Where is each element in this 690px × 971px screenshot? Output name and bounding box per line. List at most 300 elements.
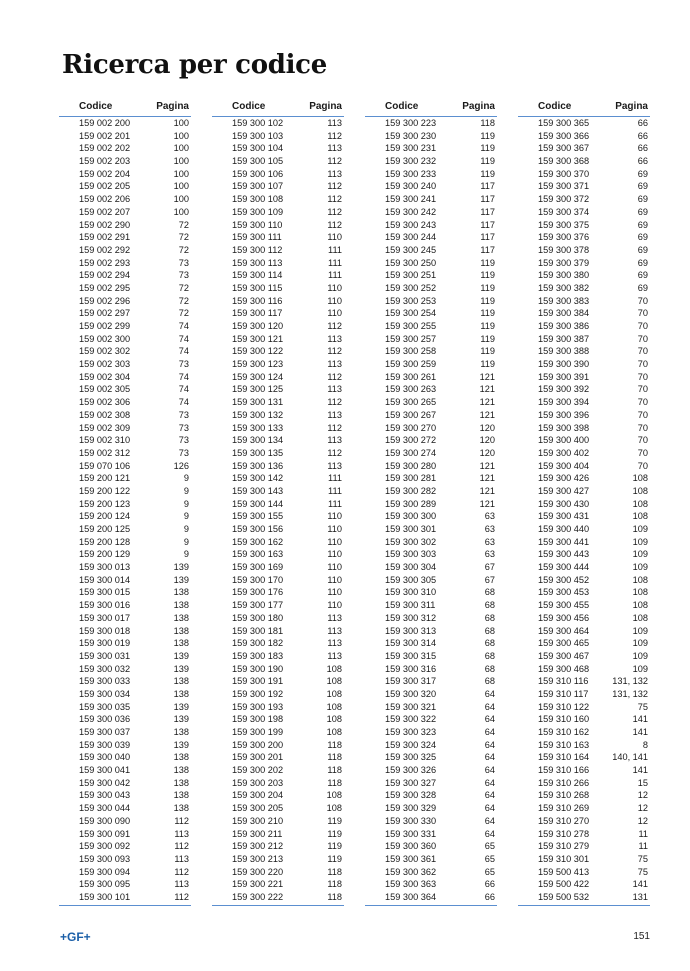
header-page: Pagina [309,101,342,112]
code-cell: 159 300 104 [232,143,284,154]
page-cell: 139 [173,663,189,674]
code-cell: 159 300 304 [385,562,437,573]
table-row [365,180,497,193]
table-row [518,663,650,676]
code-cell: 159 300 203 [232,777,284,788]
page-cell: 110 [327,308,342,319]
code-cell: 159 300 034 [79,688,131,699]
page-cell: 113 [327,118,342,128]
table-row [365,802,497,815]
code-cell: 159 002 300 [79,333,131,344]
table-row [518,307,650,320]
page-cell: 112 [174,815,189,826]
code-cell: 159 300 375 [538,219,590,230]
page-cell: 75 [637,701,648,712]
page-cell: 67 [484,574,495,585]
table-row [59,155,191,168]
page-cell: 119 [480,359,495,370]
table-row [365,422,497,435]
code-cell: 159 300 125 [232,384,284,395]
table-row [518,713,650,726]
page-cell: 110 [327,282,342,293]
table-row [212,536,344,549]
page-cell: 138 [173,777,189,788]
table-row [365,789,497,802]
page-cell: 69 [637,168,648,179]
table-row [365,713,497,726]
table-row [59,713,191,726]
table-row [59,206,191,219]
code-cell: 159 300 181 [232,625,284,636]
page-cell: 138 [173,638,189,649]
table-row [212,269,344,282]
page-cell: 70 [637,460,648,471]
code-cell: 159 300 211 [232,828,283,839]
table-row [365,231,497,244]
table-row [365,282,497,295]
table-row [212,637,344,650]
page-cell: 112 [174,866,189,877]
page-cell: 66 [637,156,648,167]
code-cell: 159 300 267 [385,409,437,420]
page-cell: 68 [484,650,495,661]
code-cell: 159 310 116 [538,676,589,687]
table-row [518,434,650,447]
page-cell: 68 [484,625,495,636]
table-row [365,345,497,358]
page-cell: 11 [638,828,648,839]
page-cell: 66 [637,143,648,154]
code-cell: 159 002 200 [79,118,131,128]
table-row [365,472,497,485]
code-cell: 159 300 310 [385,587,437,598]
table-row [212,219,344,232]
code-cell: 159 300 131 [232,397,284,408]
page-cell: 109 [632,638,648,649]
table-row [59,472,191,485]
page-cell: 112 [174,841,189,852]
table-row [518,612,650,625]
index-column-2 [212,96,344,906]
page-cell: 73 [178,447,189,458]
code-cell: 159 300 191 [232,676,284,687]
code-cell: 159 300 272 [385,435,437,446]
page-cell: 64 [484,790,495,801]
page-cell: 118 [327,777,342,788]
table-row [212,295,344,308]
page-cell: 126 [173,460,189,471]
page-cell: 64 [484,752,495,763]
column-body [365,117,497,906]
table-row [59,383,191,396]
code-cell: 159 300 223 [385,118,437,128]
code-cell: 159 300 400 [538,435,590,446]
table-row [59,561,191,574]
page-cell: 64 [484,714,495,725]
page-cell: 117 [480,181,495,192]
code-cell: 159 300 231 [385,143,437,154]
code-cell: 159 300 044 [79,803,131,814]
table-row [365,866,497,879]
page-cell: 118 [480,118,495,128]
table-row [59,536,191,549]
table-row [212,625,344,638]
code-cell: 159 300 016 [79,600,131,611]
page-cell: 74 [178,397,189,408]
table-row [518,244,650,257]
code-cell: 159 300 303 [385,549,437,560]
code-cell: 159 002 207 [79,206,131,217]
page-cell: 112 [327,371,342,382]
page-cell: 111 [328,244,342,255]
table-row [59,726,191,739]
page-cell: 139 [173,701,189,712]
page-cell: 108 [326,727,342,737]
page-cell: 138 [173,688,189,699]
page-cell: 108 [632,612,648,623]
code-cell: 159 300 202 [232,765,284,776]
code-cell: 159 300 362 [385,866,437,877]
code-cell: 159 300 192 [232,688,284,699]
table-row [518,333,650,346]
table-row [518,383,650,396]
page-cell: 138 [173,587,189,598]
table-row [212,193,344,206]
page-cell: 70 [637,409,648,420]
code-cell: 159 310 162 [538,727,590,737]
code-cell: 159 300 324 [385,739,437,750]
table-row [59,789,191,802]
code-cell: 159 300 402 [538,447,590,458]
page-cell: 120 [479,422,495,433]
page-cell: 121 [479,384,495,395]
code-cell: 159 300 193 [232,701,284,712]
code-cell: 159 002 290 [79,219,131,230]
table-row [518,828,650,841]
table-row [59,244,191,257]
code-cell: 159 300 259 [385,359,437,370]
table-row [518,574,650,587]
table-row [212,688,344,701]
table-row [212,180,344,193]
page-cell: 108 [326,676,342,687]
code-cell: 159 310 266 [538,777,590,788]
code-cell: 159 300 103 [232,130,284,141]
code-cell: 159 300 142 [232,473,284,484]
code-cell: 159 300 320 [385,688,437,699]
code-cell: 159 310 166 [538,765,590,776]
page-cell: 110 [327,536,342,547]
page-cell: 120 [479,435,495,446]
code-cell: 159 300 360 [385,841,437,852]
table-row [518,295,650,308]
code-cell: 159 300 467 [538,650,590,661]
page-cell: 74 [178,333,189,344]
page-cell: 9 [183,524,189,534]
code-cell: 159 002 310 [79,435,131,446]
code-cell: 159 300 379 [538,257,590,268]
code-cell: 159 300 372 [538,194,590,205]
code-cell: 159 300 392 [538,384,590,395]
table-row [212,371,344,384]
page-cell: 113 [327,409,342,420]
page-cell: 70 [637,384,648,395]
page-cell: 69 [637,219,648,230]
table-row [518,358,650,371]
page-cell: 119 [327,815,342,826]
table-row [212,802,344,815]
table-row [518,257,650,270]
table-row [59,866,191,879]
code-cell: 159 300 328 [385,790,437,801]
page-cell: 111 [328,270,342,281]
page-cell: 69 [637,282,648,293]
table-row [212,599,344,612]
column-body [59,117,191,906]
table-row [365,295,497,308]
code-cell: 159 300 017 [79,612,131,623]
code-cell: 159 300 109 [232,206,284,217]
table-row [59,333,191,346]
page-cell: 139 [173,650,189,661]
code-cell: 159 300 443 [538,549,590,560]
table-row [365,510,497,523]
page-cell: 69 [637,194,648,205]
page-cell: 113 [327,384,342,395]
table-row [59,663,191,676]
page-cell: 121 [479,473,495,484]
table-row [212,320,344,333]
index-column-3 [365,96,497,906]
table-row [365,637,497,650]
table-row [518,777,650,790]
code-cell: 159 300 274 [385,447,437,458]
table-row [59,548,191,561]
code-cell: 159 002 305 [79,384,131,395]
table-row [59,422,191,435]
table-row [365,840,497,853]
code-cell: 159 300 316 [385,663,437,674]
page-cell: 70 [637,346,648,357]
table-row [212,307,344,320]
code-cell: 159 300 108 [232,194,284,205]
table-row [59,320,191,333]
page-cell: 64 [484,765,495,776]
table-row [59,574,191,587]
page-cell: 109 [632,536,648,547]
page-cell: 139 [173,739,189,750]
page-cell: 118 [327,879,342,890]
table-row [518,751,650,764]
table-row [518,701,650,714]
page-cell: 138 [173,600,189,611]
page-cell: 118 [327,866,342,877]
page-cell: 119 [480,143,495,154]
page-cell: 108 [326,803,342,814]
code-cell: 159 200 124 [79,511,131,522]
code-cell: 159 300 090 [79,815,131,826]
code-cell: 159 300 452 [538,574,590,585]
table-row [518,460,650,473]
table-row [212,409,344,422]
code-cell: 159 300 254 [385,308,437,319]
table-row [212,840,344,853]
code-cell: 159 002 306 [79,397,131,408]
table-row [59,282,191,295]
page-cell: 74 [178,384,189,395]
page-cell: 72 [178,232,189,243]
code-cell: 159 300 183 [232,650,284,661]
table-row [518,878,650,891]
table-row [518,637,650,650]
code-cell: 159 300 398 [538,422,590,433]
code-cell: 159 300 367 [538,143,590,154]
table-row [59,307,191,320]
code-cell: 159 300 394 [538,397,590,408]
page-cell: 108 [326,701,342,712]
page-cell: 70 [637,397,648,408]
table-row [212,650,344,663]
table-row [365,485,497,498]
table-row [212,764,344,777]
table-row [365,396,497,409]
page-cell: 112 [327,130,342,141]
page-cell: 69 [637,232,648,243]
page-cell: 108 [632,485,648,496]
page-cell: 113 [174,879,189,890]
page-cell: 109 [632,650,648,661]
page-cell: 64 [484,701,495,712]
table-row [212,853,344,866]
table-row [59,777,191,790]
table-row [518,396,650,409]
column-header [59,96,191,117]
code-cell: 159 300 036 [79,714,131,725]
page-cell: 141 [632,727,648,737]
table-row [365,383,497,396]
code-cell: 159 300 245 [385,244,437,255]
code-cell: 159 300 431 [538,511,590,522]
code-cell: 159 300 257 [385,333,437,344]
table-row [59,764,191,777]
code-cell: 159 300 390 [538,359,590,370]
page-cell: 12 [637,815,648,826]
table-row [212,206,344,219]
column-body [212,117,344,906]
code-cell: 159 300 176 [232,587,284,598]
code-cell: 159 310 117 [538,688,589,699]
table-row [59,637,191,650]
code-cell: 159 300 330 [385,815,437,826]
code-cell: 159 310 279 [538,841,590,852]
page-cell: 100 [173,168,189,179]
table-row [365,675,497,688]
page-cell: 11 [638,841,648,852]
page-cell: 117 [480,194,495,205]
page-cell: 68 [484,600,495,611]
table-row [518,625,650,638]
page-cell: 111 [328,485,342,496]
code-cell: 159 300 368 [538,156,590,167]
code-cell: 159 300 204 [232,790,284,801]
table-row [212,891,344,904]
code-cell: 159 300 112 [232,244,283,255]
table-row [518,536,650,549]
page-cell: 113 [327,359,342,370]
code-cell: 159 310 122 [538,701,590,712]
table-row [59,447,191,460]
code-cell: 159 300 313 [385,625,437,636]
table-row [365,244,497,257]
page-cell: 70 [637,295,648,306]
code-cell: 159 300 329 [385,803,437,814]
index-column-1 [59,96,191,906]
table-row [212,345,344,358]
page-cell: 73 [178,422,189,433]
code-cell: 159 300 177 [232,600,284,611]
code-cell: 159 300 363 [385,879,437,890]
page-cell: 66 [484,891,495,902]
code-cell: 159 300 464 [538,625,590,636]
page-cell: 119 [480,156,495,167]
code-cell: 159 300 396 [538,409,590,420]
page-cell: 113 [327,460,342,471]
code-cell: 159 002 293 [79,257,131,268]
page-cell: 65 [484,841,495,852]
code-cell: 159 300 220 [232,866,284,877]
code-cell: 159 300 042 [79,777,131,788]
table-row [518,586,650,599]
page-cell: 74 [178,321,189,331]
code-cell: 159 300 311 [385,600,436,611]
table-row [59,510,191,523]
table-row [59,586,191,599]
code-cell: 159 200 125 [79,524,131,534]
table-row [212,789,344,802]
code-cell: 159 300 241 [385,194,437,205]
table-row [59,168,191,181]
code-cell: 159 300 143 [232,485,284,496]
table-row [365,117,497,130]
table-row [59,231,191,244]
table-row [212,168,344,181]
code-cell: 159 300 323 [385,727,437,737]
column-body [518,117,650,906]
code-cell: 159 300 013 [79,562,131,573]
code-cell: 159 300 251 [385,270,437,281]
table-row [212,244,344,257]
code-cell: 159 300 213 [232,853,284,864]
table-row [365,447,497,460]
table-row [365,650,497,663]
table-row [518,193,650,206]
page-cell: 64 [484,739,495,750]
page-cell: 100 [173,181,189,192]
page-cell: 110 [327,295,342,306]
code-cell: 159 002 203 [79,156,131,167]
code-cell: 159 300 117 [232,308,283,319]
page-cell: 120 [479,447,495,458]
code-cell: 159 002 297 [79,308,131,319]
table-row [365,574,497,587]
page-cell: 141 [632,714,648,725]
code-cell: 159 300 380 [538,270,590,281]
table-row [518,726,650,739]
code-cell: 159 300 383 [538,295,590,306]
code-cell: 159 300 132 [232,409,284,420]
code-cell: 159 300 317 [385,676,437,687]
code-cell: 159 300 190 [232,663,284,674]
